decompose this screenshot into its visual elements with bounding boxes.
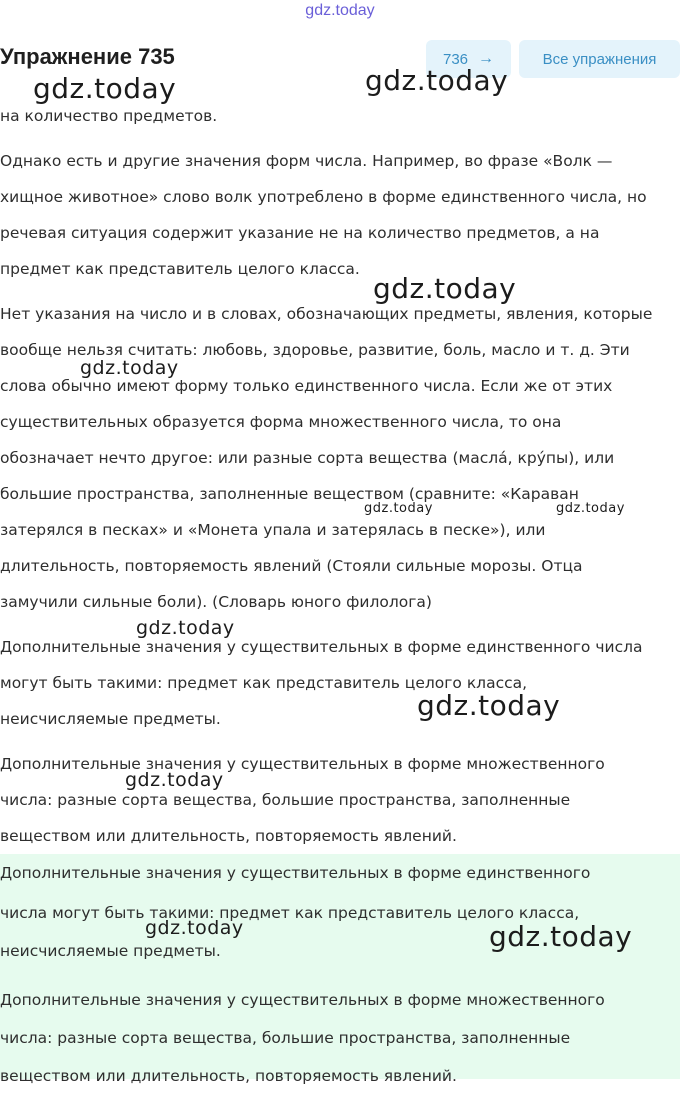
- text-line: речевая ситуация содержит указание не на количество предметов, а на: [0, 224, 600, 242]
- watermark: gdz.today: [33, 72, 177, 105]
- text-line: Дополнительные значения у существительных в форме единственного числа: [0, 638, 643, 656]
- watermark: gdz.today: [365, 64, 509, 97]
- watermark: gdz.today: [145, 917, 244, 939]
- text-line: на количество предметов.: [0, 107, 218, 125]
- watermark: gdz.today: [125, 769, 224, 791]
- text-line: веществом или длительность, повторяемость явлений.: [0, 827, 457, 845]
- text-line: длительность, повторяемость явлений (Стояли сильные морозы. Отца: [0, 557, 583, 575]
- next-exercise-label: 736: [442, 50, 469, 68]
- all-exercises-label: Все упражнения: [542, 50, 657, 68]
- text-line: замучили сильные боли). (Словарь юного филолога): [0, 593, 432, 611]
- answer-line: Дополнительные значения у существительных в форме единственного: [0, 864, 591, 882]
- text-line: Нет указания на число и в словах, обозначающих предметы, явления, которые: [0, 305, 653, 323]
- all-exercises-button[interactable]: [519, 40, 680, 78]
- watermark: gdz.today: [364, 501, 433, 516]
- text-line: числа: разные сорта вещества, большие пространства, заполненные: [0, 791, 571, 809]
- watermark: gdz.today: [80, 357, 179, 379]
- text-line: существительных образуется форма множественного числа, то она: [0, 413, 562, 431]
- text-line: обозначает нечто другое: или разные сорта вещества (масла́, кру́пы), или: [0, 449, 615, 467]
- text-line: большие пространства, заполненные веществом (сравните: «Караван: [0, 485, 579, 503]
- site-logo-watermark[interactable]: gdz.today: [305, 2, 375, 19]
- text-line: хищное животное» слово волк употреблено в форме единственного числа, но: [0, 188, 647, 206]
- watermark: gdz.today: [136, 617, 235, 639]
- text-line: затерялся в песках» и «Монета упала и затерялась в песке»), или: [0, 521, 546, 539]
- answer-line: числа: разные сорта вещества, большие пространства, заполненные: [0, 1029, 571, 1047]
- watermark: gdz.today: [556, 501, 625, 516]
- text-line: могут быть такими: предмет как представитель целого класса,: [0, 674, 528, 692]
- answer-line: неисчисляемые предметы.: [0, 942, 221, 960]
- page-title: Упражнение 735: [0, 44, 175, 69]
- answer-line: числа могут быть такими: предмет как представитель целого класса,: [0, 904, 580, 922]
- watermark: gdz.today: [417, 689, 561, 722]
- arrow-right-icon: →: [478, 50, 495, 67]
- watermark: gdz.today: [373, 272, 517, 305]
- text-line: неисчисляемые предметы.: [0, 710, 221, 728]
- text-line: слова обычно имеют форму только единственного числа. Если же от этих: [0, 377, 613, 395]
- watermark: gdz.today: [489, 920, 633, 953]
- text-line: Однако есть и другие значения форм числа. Например, во фразе «Волк —: [0, 152, 613, 170]
- answer-line: веществом или длительность, повторяемость явлений.: [0, 1067, 457, 1085]
- text-line: вообще нельзя считать: любовь, здоровье, развитие, боль, масло и т. д. Эти: [0, 341, 630, 359]
- text-line: предмет как представитель целого класса.: [0, 260, 360, 278]
- text-line: Дополнительные значения у существительных в форме множественного: [0, 755, 605, 773]
- answer-line: Дополнительные значения у существительных в форме множественного: [0, 991, 605, 1009]
